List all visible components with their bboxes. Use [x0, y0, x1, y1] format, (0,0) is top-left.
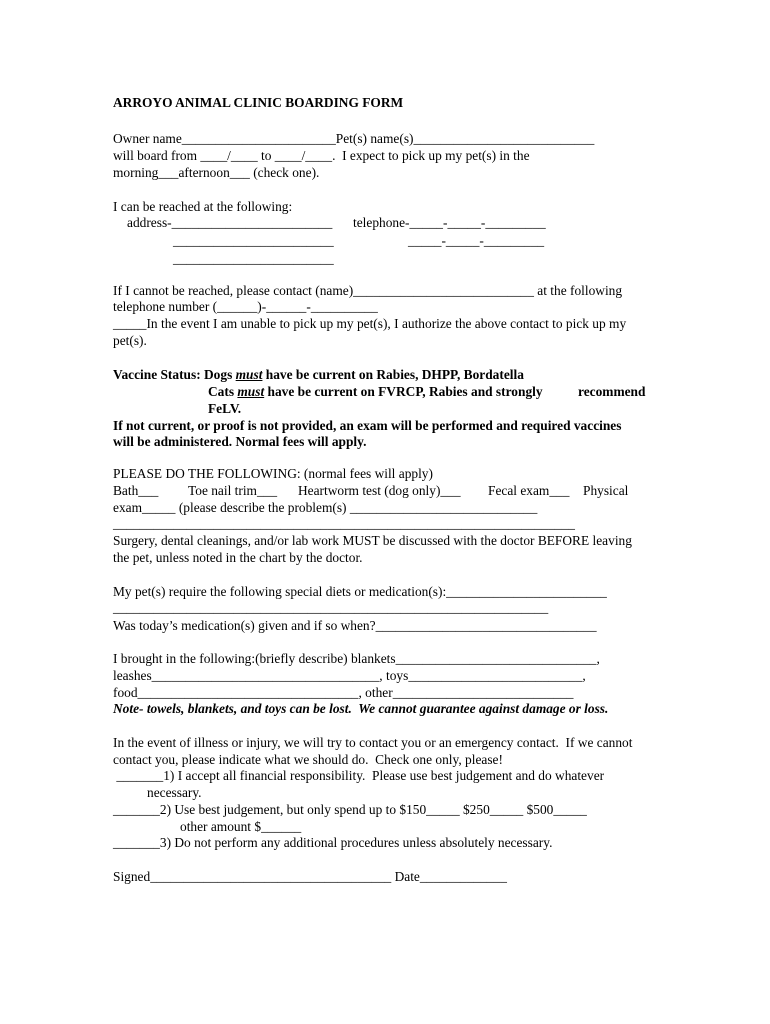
service-fecal-exam: Fecal exam___: [488, 483, 570, 498]
diet-line-2: _________________________________________________________________: [113, 600, 549, 615]
illness-line-2: contact you, please indicate what we should do. Check one only, please!: [113, 752, 503, 767]
surgery-note-2: the pet, unless noted in the chart by the doctor.: [113, 550, 363, 565]
contact-line-3: _____In the event I am unable to pick up my pet(s), I authorize the above contact to pick up my: [113, 316, 627, 331]
service-bath: Bath___: [113, 483, 159, 498]
illness-option-1-cont: necessary.: [147, 785, 202, 800]
address-line-3: ________________________: [173, 251, 334, 266]
illness-option-1: _______1) I accept all financial responsibility. Please use best judgement and do whatever: [113, 768, 605, 783]
surgery-note-1: Surgery, dental cleanings, and/or lab work MUST be discussed with the doctor BEFORE leaving: [113, 533, 632, 548]
vaccine-dogs-suffix: have be current on Rabies, DHPP, Bordatella: [262, 367, 524, 382]
illness-option-2: _______2) Use best judgement, but only spend up to $150_____ $250_____ $500_____: [113, 802, 587, 817]
illness-option-2-cont: other amount $______: [180, 819, 302, 834]
vaccine-recommend: recommend: [578, 384, 646, 399]
service-toe-nail-trim: Toe nail trim___: [188, 483, 278, 498]
illness-option-3: _______3) Do not perform any additional procedures unless absolutely necessary.: [113, 835, 553, 850]
belongings-line-3: food_________________________________, other___________________________: [113, 685, 574, 700]
vaccine-dogs-prefix: Vaccine Status: Dogs: [113, 367, 236, 382]
contact-line-1: If I cannot be reached, please contact (name)___________________________ at the following: [113, 283, 623, 298]
telephone-label: telephone-_____-_____-_________: [353, 215, 546, 230]
diet-line-1: My pet(s) require the following special diets or medication(s):________________________: [113, 584, 607, 599]
signature-line: Signed____________________________________ Date_____________: [113, 869, 507, 884]
belongings-line-1: I brought in the following:(briefly describe) blankets______________________________,: [113, 651, 600, 666]
dogs-must-emphasis: must: [235, 367, 263, 382]
vaccine-notice-2: will be administered. Normal fees will apply.: [113, 434, 367, 449]
address-line-2: ________________________: [173, 233, 334, 248]
owner-line-1: Owner name_______________________Pet(s) name(s)___________________________: [113, 131, 595, 146]
vaccine-cats-prefix: Cats: [208, 384, 238, 399]
owner-line-3: morning___afternoon___ (check one).: [113, 165, 320, 180]
reach-intro: I can be reached at the following:: [113, 199, 293, 214]
owner-line-2: will board from ____/____ to ____/____. I expect to pick up my pet(s) in the: [113, 148, 530, 163]
contact-line-2: telephone number (______)-______-__________: [113, 299, 378, 314]
vaccine-notice-1: If not current, or proof is not provided, an exam will be performed and required vaccines: [113, 418, 622, 433]
contact-line-4: pet(s).: [113, 333, 147, 348]
illness-line-1: In the event of illness or injury, we will try to contact you or an emergency contact. If we cannot: [113, 735, 633, 750]
address-label: address-________________________: [127, 215, 333, 230]
vaccine-cats-suffix: have be current on FVRCP, Rabies and strongly: [264, 384, 543, 399]
belongings-note: Note- towels, blankets, and toys can be lost. We cannot guarantee against damage or loss.: [113, 701, 609, 716]
service-exam-line: exam_____ (please describe the problem(s) ____________________________: [113, 500, 538, 515]
service-blank-line: _____________________________________________________________________: [113, 516, 575, 531]
medication-given-line: Was today’s medication(s) given and if so when?_________________________________: [113, 618, 597, 633]
services-header: PLEASE DO THE FOLLOWING: (normal fees will apply): [113, 466, 433, 481]
vaccine-cats-line: [208, 384, 543, 400]
telephone-line-2: _____-_____-_________: [408, 233, 545, 248]
form-title: ARROYO ANIMAL CLINIC BOARDING FORM: [113, 95, 404, 110]
vaccine-felv: FeLV.: [208, 401, 242, 416]
cats-must-emphasis: must: [237, 384, 265, 399]
service-physical: Physical: [583, 483, 629, 498]
vaccine-dogs-line: [113, 367, 524, 383]
belongings-line-2: leashes__________________________________, toys__________________________,: [113, 668, 586, 683]
service-heartworm-test: Heartworm test (dog only)___: [298, 483, 461, 498]
